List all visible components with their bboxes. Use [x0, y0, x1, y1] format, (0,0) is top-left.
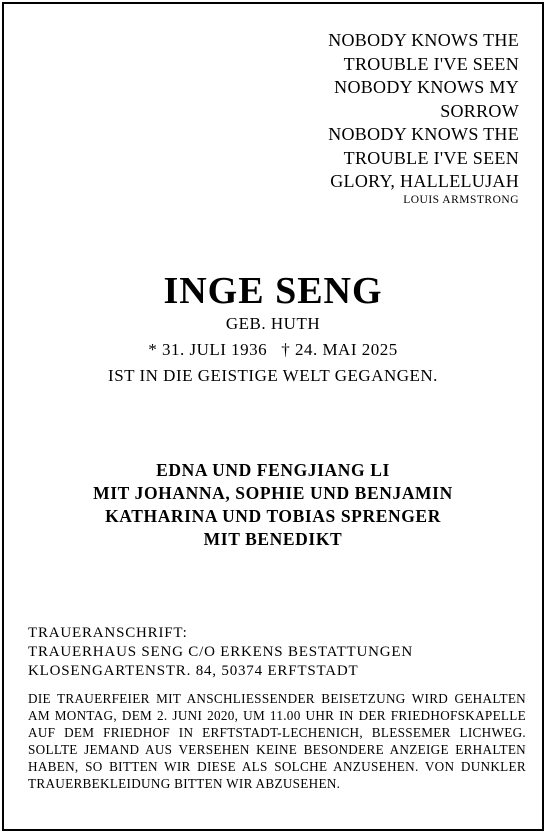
- obituary-card: [2, 2, 544, 831]
- family-line: MIT JOHANNA, SOPHIE UND BENJAMIN: [93, 483, 453, 503]
- quote-line: SORROW: [440, 100, 519, 121]
- life-dates: [4, 340, 542, 360]
- birth-date: * 31. JULI 1936: [148, 340, 268, 359]
- quote-author: LOUIS ARMSTRONG: [403, 193, 519, 206]
- quote-line: TROUBLE I'VE SEEN: [343, 53, 519, 74]
- quote-line: TROUBLE I'VE SEEN: [343, 147, 519, 168]
- address-line: KLOSENGARTENSTR. 84, 50374 ERFTSTADT: [28, 663, 359, 679]
- funeral-notice: DIE TRAUERFEIER MIT ANSCHLIESSENDER BEISETZUNG WIRD GEHALTEN AM MONTAG, DEM 2. JUNI 2020, UM 11.00 UHR IN DER FRIEDHOFSKAPELLE AUF DEM FRIEDHOF IN ERFTSTADT-LECHENICH, BLESSEMER LICHWEG. SOLLTE JEMAND AUS VERSEHEN KEINE BESONDERE ANZEIGE ERHALTEN HABEN, SO BITTEN WIR DIESE ALS SOLCHE ANZUSEHEN. VON DUNKLER TRAUERBEKLEIDUNG BITTEN WIR ABZUSEHEN.: [28, 691, 526, 791]
- family-line: MIT BENEDIKT: [203, 529, 343, 549]
- quote-line: NOBODY KNOWS THE: [328, 30, 519, 50]
- quote-block: [328, 29, 519, 207]
- deceased-name: INGE SENG: [163, 270, 383, 312]
- family-line: KATHARINA UND TOBIAS SPRENGER: [105, 506, 441, 526]
- family-line: EDNA UND FENGJIANG LI: [156, 460, 390, 480]
- family-block: [4, 459, 542, 551]
- mourning-address: [28, 624, 413, 681]
- birth-name: GEB. HUTH: [225, 314, 321, 333]
- passed-text: IST IN DIE GEISTIGE WELT GEGANGEN.: [108, 366, 438, 385]
- quote-line: NOBODY KNOWS MY: [334, 77, 519, 97]
- address-label: TRAUERANSCHRIFT:: [28, 625, 188, 641]
- quote-line: GLORY, HALLELUJAH: [330, 171, 519, 191]
- death-date: † 24. MAI 2025: [281, 340, 398, 359]
- quote-line: NOBODY KNOWS THE: [328, 124, 519, 144]
- address-line: TRAUERHAUS SENG C/O ERKENS BESTATTUNGEN: [28, 644, 414, 660]
